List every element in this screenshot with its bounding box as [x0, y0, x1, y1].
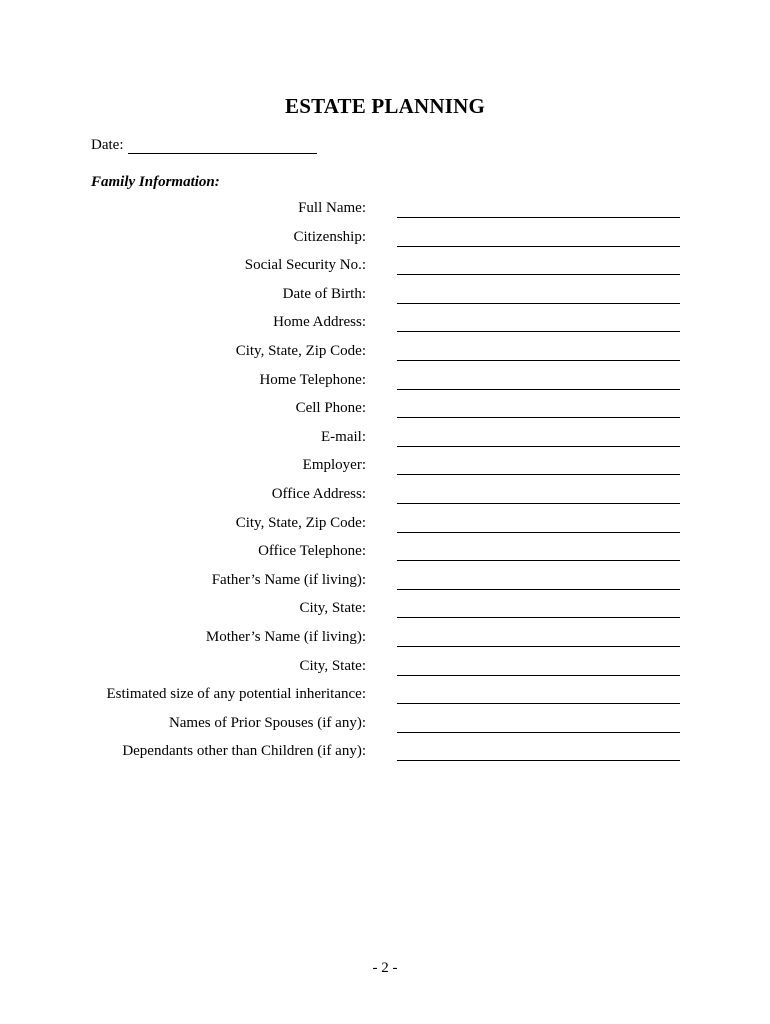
field-blank-line[interactable]: [397, 331, 680, 332]
form-field-row: [0, 515, 770, 544]
field-label: Estimated size of any potential inheritance:: [106, 686, 366, 703]
field-blank-line[interactable]: [397, 274, 680, 275]
field-label: Full Name:: [298, 200, 366, 216]
date-blank-line[interactable]: [128, 138, 317, 154]
form-field-row: [0, 715, 770, 744]
field-label: Office Telephone:: [258, 543, 366, 560]
field-blank-line[interactable]: [397, 360, 680, 361]
field-blank-line[interactable]: [397, 703, 680, 704]
field-label: City, State, Zip Code:: [235, 514, 366, 531]
field-blank-line[interactable]: [397, 217, 680, 218]
form-field-row: [0, 429, 770, 458]
field-blank-line[interactable]: [397, 732, 680, 733]
field-blank-line[interactable]: [397, 617, 680, 618]
field-blank-line[interactable]: [397, 474, 680, 475]
form-field-row: [0, 743, 770, 772]
field-label: Home Telephone:: [259, 371, 366, 388]
form-field-row: [0, 343, 770, 372]
page-number: - 2 -: [372, 960, 398, 976]
field-blank-line[interactable]: [397, 646, 680, 647]
form-field-row: [0, 486, 770, 515]
family-information-fields: [0, 200, 770, 772]
field-blank-line[interactable]: [397, 389, 680, 390]
form-field-row: [0, 457, 770, 486]
field-blank-line[interactable]: [397, 532, 680, 533]
form-field-row: [0, 372, 770, 401]
field-label: Mother’s Name (if living):: [205, 628, 366, 645]
form-field-row: [0, 400, 770, 429]
field-label: Home Address:: [273, 314, 366, 331]
form-field-row: [0, 600, 770, 629]
field-blank-line[interactable]: [397, 503, 680, 504]
form-field-row: [0, 629, 770, 658]
page-title: ESTATE PLANNING: [284, 94, 485, 118]
section-heading-family-information: Family Information:: [91, 174, 220, 190]
date-label: Date:: [91, 137, 124, 153]
field-label: Social Security No.:: [244, 257, 366, 274]
field-label: Date of Birth:: [282, 285, 366, 302]
field-label: Office Address:: [271, 485, 366, 502]
field-label: City, State:: [299, 657, 366, 674]
form-field-row: [0, 200, 770, 229]
form-field-row: [0, 257, 770, 286]
field-label: Citizenship:: [293, 228, 366, 245]
field-label: Cell Phone:: [295, 400, 366, 417]
field-label: Dependants other than Children (if any):: [122, 743, 366, 760]
field-blank-line[interactable]: [397, 246, 680, 247]
form-field-row: [0, 658, 770, 687]
field-label: City, State, Zip Code:: [235, 342, 366, 359]
form-field-row: [0, 572, 770, 601]
field-blank-line[interactable]: [397, 589, 680, 590]
field-blank-line[interactable]: [397, 417, 680, 418]
form-field-row: [0, 543, 770, 572]
field-label: Employer:: [302, 457, 366, 474]
form-field-row: [0, 286, 770, 315]
field-label: Father’s Name (if living):: [211, 571, 366, 588]
field-label: Names of Prior Spouses (if any):: [168, 714, 366, 731]
field-blank-line[interactable]: [397, 303, 680, 304]
field-blank-line[interactable]: [397, 760, 680, 761]
field-blank-line[interactable]: [397, 446, 680, 447]
date-row: [91, 137, 317, 154]
field-label: City, State:: [299, 600, 366, 617]
form-field-row: [0, 314, 770, 343]
form-field-row: [0, 229, 770, 258]
field-blank-line[interactable]: [397, 560, 680, 561]
field-blank-line[interactable]: [397, 675, 680, 676]
form-field-row: [0, 686, 770, 715]
field-label: E-mail:: [321, 428, 366, 445]
